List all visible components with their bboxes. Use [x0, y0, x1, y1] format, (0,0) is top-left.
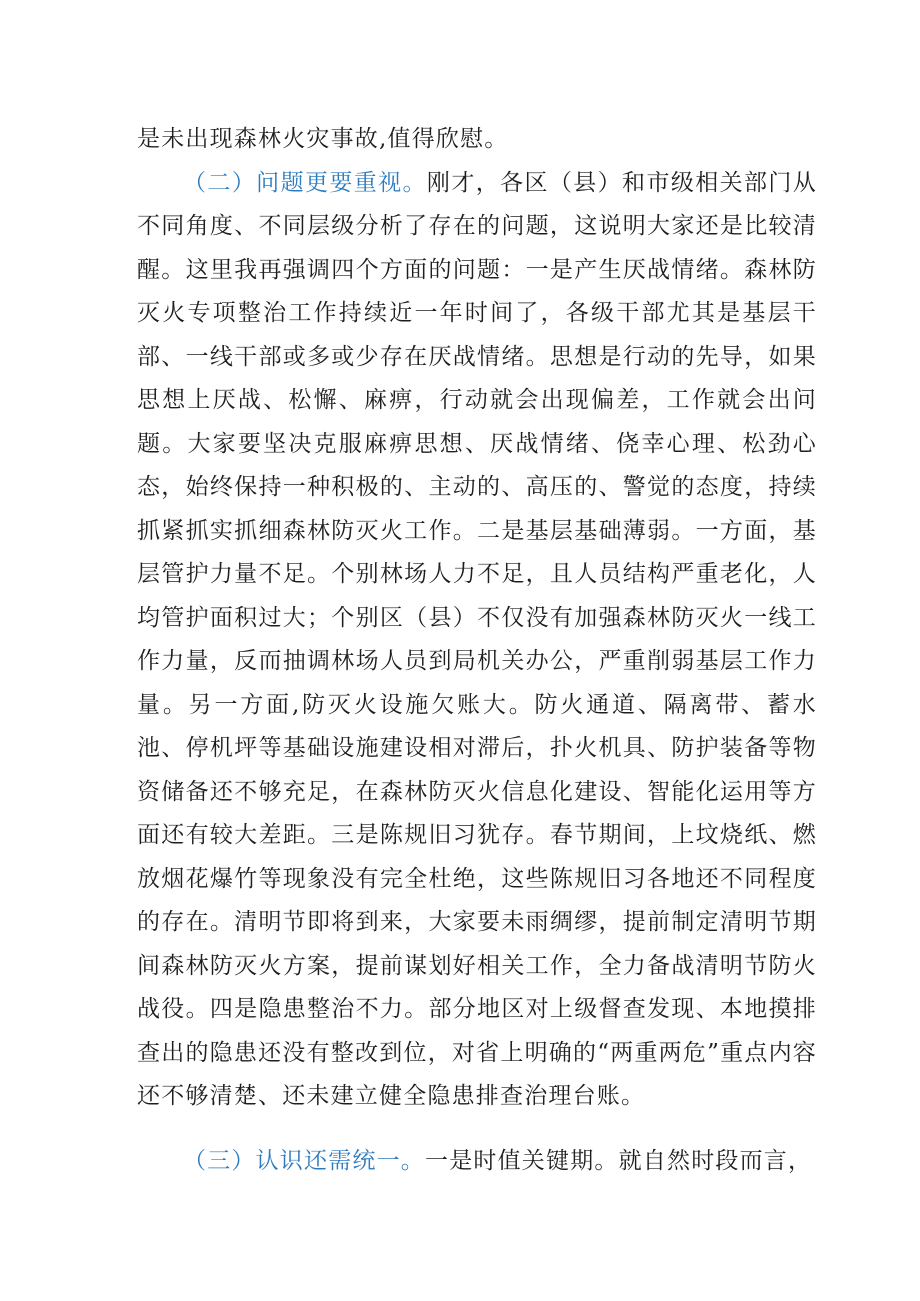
paragraph-continuation [137, 118, 817, 162]
section-2-text: 刚才，各区（县）和市级相关部门从不同角度、不同层级分析了存在的问题，这说明大家还是比较清醒。这里我再强调四个方面的问题：一是产生厌战情绪。森林防灭火专项整治工作持续近一年时间了，各级干部尤其是基层干部、一线干部或多或少存在厌战情绪。思想是行动的先导，如果思想上厌战、松懈、麻痹，行动就会出现偏差，工作就会出问题。大家要坚决克服麻痹思想、厌战情绪、侥幸心理、松劲心态，始终保持一种积极的、主动的、高压的、警觉的态度，持续抓紧抓实抓细森林防灭火工作。二是基层基础薄弱。一方面，基层管护力量不足。个别林场人力不足，且人员结构严重老化，人均管护面积过大；个别区（县）不仅没有加强森林防灭火一线工作力量，反而抽调林场人员到局机关办公，严重削弱基层工作力量。另一方面,防灭火设施欠账大。防火通道、隔离带、蓄水池、停机坪等基础设施建设相对滞后，扑火机具、防护装备等物资储备还不够充足，在森林防灭火信息化建设、智能化运用等方面还有较大差距。三是陈规旧习犹存。春节期间，上坟烧纸、燃放烟花爆竹等现象没有完全杜绝，这些陈规旧习各地还不同程度的存在。清明节即将到来，大家要未雨绸缪，提前制定清明节期间森林防灭火方案，提前谋划好相关工作，全力备战清明节防火战役。四是隐患整治不力。部分地区对上级督查发现、本地摸排查出的隐患还没有整改到位，对省上明确的“两重两危”重点内容还不够清楚、还未建立健全隐患排查治理台账。 [137, 169, 818, 1109]
paragraph-spacer [137, 1119, 817, 1140]
paragraph-section-3 [137, 1140, 817, 1184]
section-3-heading: （三）认识还需统一。 [183, 1147, 425, 1174]
section-2-heading: （二）问题更要重视。 [183, 169, 427, 196]
section-3-text: 一是时值关键期。就自然时段而言， [425, 1147, 813, 1174]
paragraph-1-text: 是未出现森林火灾事故,值得欣慰。 [137, 126, 509, 152]
document-body [137, 118, 817, 1183]
paragraph-section-2 [137, 162, 817, 1119]
